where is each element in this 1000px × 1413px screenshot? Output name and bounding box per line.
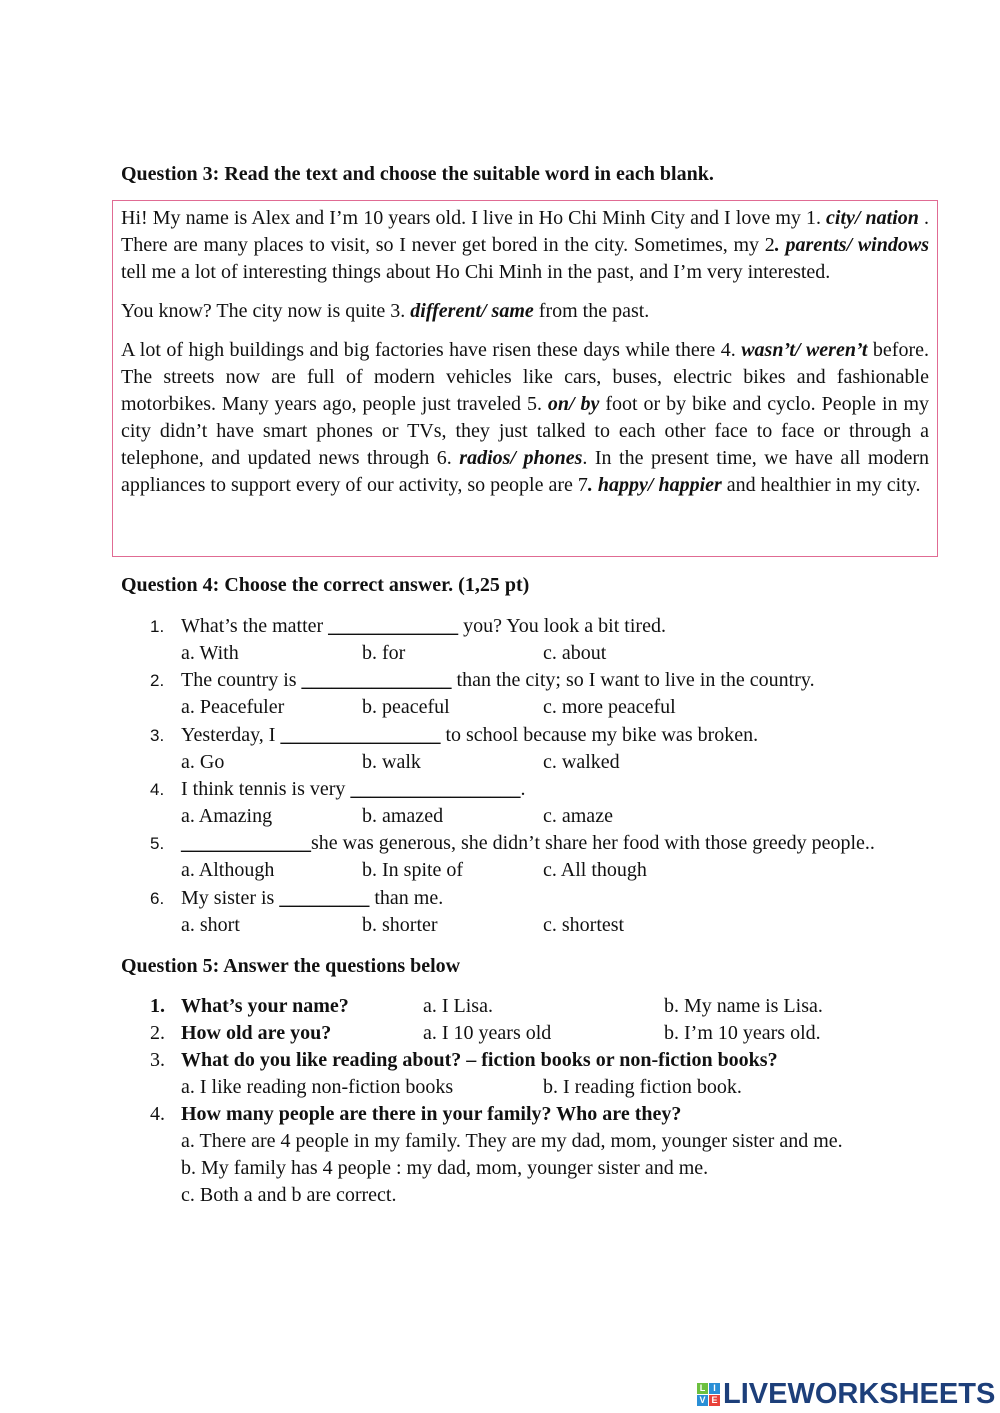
question-text: What do you like reading about? – fiction books or non-fiction books? bbox=[181, 1049, 778, 1071]
question-text bbox=[181, 885, 443, 912]
answer-blank[interactable]: _________ bbox=[279, 886, 370, 909]
text: . In the present time, we have all modern appliances to support every of our activity, so people are 7 bbox=[121, 447, 929, 496]
item-number: 4. bbox=[150, 779, 165, 799]
text: than the city; so I want to live in the country. bbox=[451, 669, 815, 692]
liveworksheets-logo bbox=[697, 1378, 995, 1411]
logo-tiles-icon bbox=[697, 1383, 720, 1406]
option-b[interactable]: b. walk bbox=[362, 750, 421, 773]
answer-blank[interactable]: ________________ bbox=[280, 723, 441, 746]
passage-paragraph-1 bbox=[121, 205, 929, 286]
question-4-heading: Question 4: Choose the correct answer. (1,25 pt) bbox=[121, 574, 530, 596]
item-number: 5. bbox=[150, 834, 165, 854]
answer-blank[interactable]: _____________ bbox=[328, 615, 459, 637]
option-b[interactable]: b. amazed bbox=[362, 804, 444, 827]
logo-text: LIVEWORKSHEETS bbox=[723, 1378, 996, 1410]
question-text bbox=[181, 830, 875, 857]
question-3-heading: Question 3: Read the text and choose the suitable word in each blank. bbox=[121, 163, 714, 185]
text: than me. bbox=[369, 886, 444, 909]
item-number: 3. bbox=[150, 1049, 165, 1071]
option-b[interactable]: b. I reading fiction book. bbox=[543, 1076, 742, 1098]
item-number: 3. bbox=[150, 725, 165, 745]
question-text bbox=[181, 722, 758, 749]
question-text bbox=[181, 776, 525, 803]
text: What’s the matter bbox=[181, 615, 329, 637]
option-a[interactable]: a. Go bbox=[181, 750, 225, 773]
answer-blank[interactable]: _________________ bbox=[350, 777, 521, 800]
question-text: How old are you? bbox=[181, 1022, 332, 1044]
choice-2[interactable]: . parents/ windows bbox=[774, 234, 929, 256]
question-text: How many people are there in your family? Who are they? bbox=[181, 1103, 682, 1125]
option-a[interactable]: a. Amazing bbox=[181, 804, 273, 827]
option-a[interactable]: a. With bbox=[181, 642, 239, 664]
text: You know? The city now is quite 3. bbox=[121, 300, 411, 322]
text: tell me a lot of interesting things about Ho Chi Minh in the past, and I’m very interested. bbox=[121, 261, 831, 283]
passage-paragraph-3 bbox=[121, 337, 929, 499]
text: from the past. bbox=[533, 300, 650, 322]
option-a[interactable]: a. I Lisa. bbox=[423, 995, 493, 1017]
option-c[interactable]: c. amaze bbox=[543, 804, 613, 827]
option-c[interactable]: c. Both a and b are correct. bbox=[181, 1184, 397, 1206]
logo-tile: L bbox=[697, 1383, 708, 1394]
item-number: 1. bbox=[150, 617, 165, 636]
item-number: 6. bbox=[150, 888, 165, 908]
text: The country is bbox=[181, 669, 302, 692]
answer-blank[interactable]: _____________ bbox=[181, 832, 311, 855]
text: I think tennis is very bbox=[181, 777, 351, 800]
option-b[interactable]: b. I’m 10 years old. bbox=[664, 1022, 821, 1044]
text: . bbox=[520, 777, 526, 800]
choice-4[interactable]: wasn’t/ weren’t bbox=[741, 339, 868, 361]
option-b[interactable]: b. shorter bbox=[362, 913, 438, 936]
item-number: 2. bbox=[150, 1022, 165, 1044]
choice-3[interactable]: different/ same bbox=[410, 300, 534, 322]
item-number: 4. bbox=[150, 1103, 165, 1125]
choice-5[interactable]: on/ by bbox=[547, 393, 600, 415]
option-a[interactable]: a. Although bbox=[181, 859, 275, 882]
question-text bbox=[181, 667, 815, 694]
option-a[interactable]: a. short bbox=[181, 913, 240, 936]
item-number: 2. bbox=[150, 671, 165, 691]
option-b[interactable]: b. My name is Lisa. bbox=[664, 995, 823, 1017]
text: she was generous, she didn’t share her food with those greedy people.. bbox=[311, 832, 875, 855]
option-a[interactable]: a. I 10 years old bbox=[423, 1022, 552, 1044]
option-b[interactable]: b. peaceful bbox=[362, 696, 450, 719]
question-5-heading: Question 5: Answer the questions below bbox=[121, 955, 461, 977]
text: . There are many places to visit, so I never get bored in the city. Sometimes, my 2 bbox=[121, 207, 930, 256]
option-c[interactable]: c. walked bbox=[543, 750, 620, 773]
answer-blank[interactable]: _______________ bbox=[301, 669, 452, 692]
question-text: What’s your name? bbox=[181, 995, 349, 1017]
passage-paragraph-2 bbox=[121, 298, 929, 325]
text: My sister is bbox=[181, 886, 280, 909]
choice-7[interactable]: . happy/ happier bbox=[587, 474, 722, 496]
text: Yesterday, I bbox=[181, 723, 281, 746]
option-b[interactable]: b. for bbox=[362, 642, 406, 664]
text: foot or by bike and cyclo. People in my city didn’t have smart phones or TVs, they just talked to each other face to face or through a telephone, and updated news through 6. bbox=[121, 393, 930, 469]
text: before. The streets now are full of modern vehicles like cars, buses, electric bikes and fashionable motorbikes. Many years ago, people just traveled 5. bbox=[121, 339, 929, 415]
option-a[interactable]: a. Peacefuler bbox=[181, 696, 285, 719]
logo-tile: E bbox=[709, 1395, 720, 1406]
text: you? You look a bit tired. bbox=[458, 615, 666, 637]
option-c[interactable]: c. All though bbox=[543, 859, 647, 882]
text: A lot of high buildings and big factories have risen these days while there 4. bbox=[121, 339, 742, 361]
logo-tile: I bbox=[709, 1383, 720, 1394]
option-b[interactable]: b. My family has 4 people : my dad, mom, younger sister and me. bbox=[181, 1157, 709, 1179]
text: Hi! My name is Alex and I’m 10 years old. I live in Ho Chi Minh City and I love my 1. bbox=[121, 207, 827, 229]
text: and healthier in my city. bbox=[721, 474, 921, 496]
item-number: 1. bbox=[150, 995, 165, 1017]
option-c[interactable]: c. about bbox=[543, 642, 607, 664]
choice-1[interactable]: city/ nation bbox=[826, 207, 919, 229]
text: to school because my bike was broken. bbox=[440, 723, 759, 746]
option-a[interactable]: a. I like reading non-fiction books bbox=[181, 1076, 454, 1098]
option-b[interactable]: b. In spite of bbox=[362, 859, 464, 882]
reading-passage-box bbox=[112, 200, 938, 557]
option-a[interactable]: a. There are 4 people in my family. They are my dad, mom, younger sister and me. bbox=[181, 1130, 843, 1152]
logo-tile: V bbox=[697, 1395, 708, 1406]
question-text bbox=[181, 613, 666, 640]
option-c[interactable]: c. more peaceful bbox=[543, 696, 676, 719]
choice-6[interactable]: radios/ phones bbox=[459, 447, 583, 469]
option-c[interactable]: c. shortest bbox=[543, 913, 625, 936]
